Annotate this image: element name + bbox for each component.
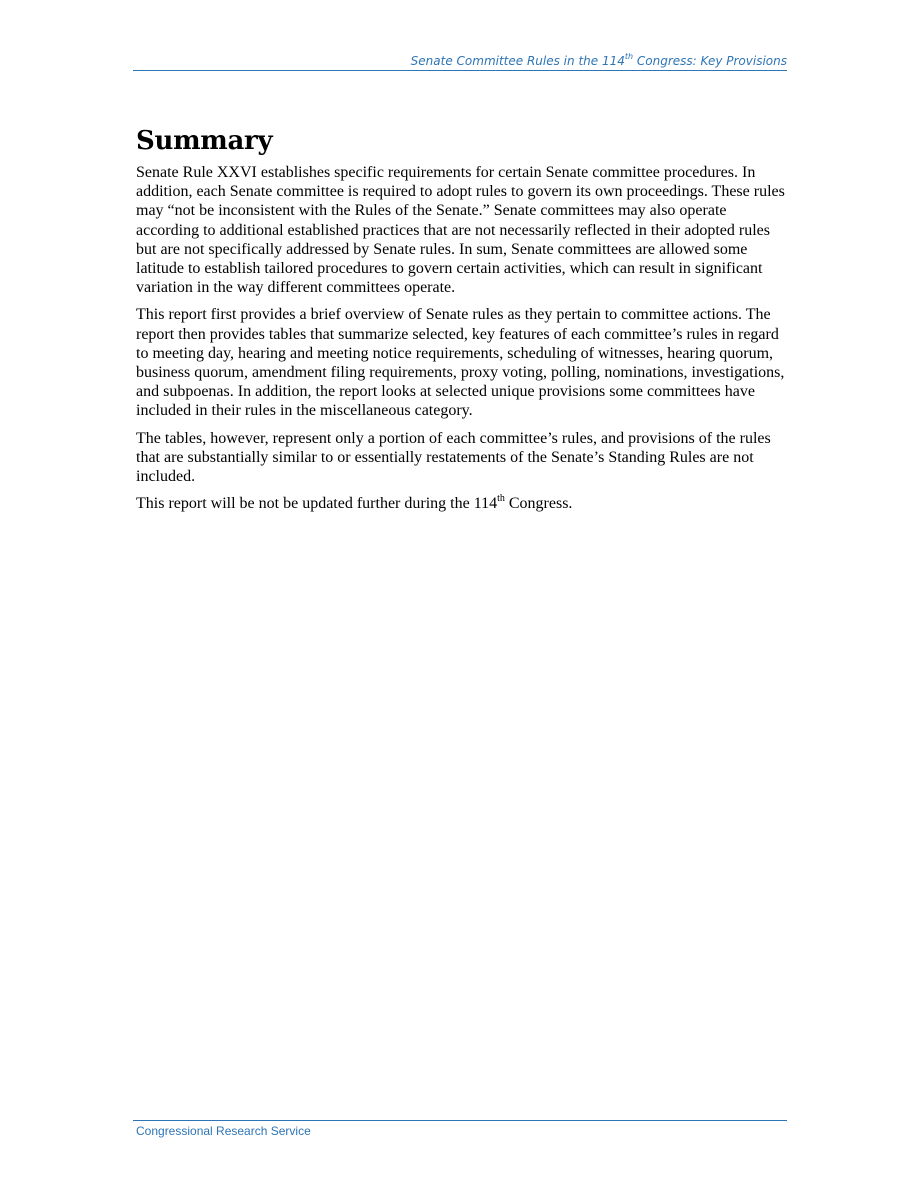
summary-paragraph: This report first provides a brief overview of Senate rules as they pertain to committee actions. The report then provides tables that summarize selected, key features of each committee’s rules in regard to meeting day, hearing and meeting notice requirements, scheduling of witnesses, hearing quorum, business quorum, amendment filing requirements, proxy voting, polling, nominations, investigations, and subpoenas. In addition, the report looks at selected unique provisions some committees have included in their rules in the miscellaneous category. (136, 306, 785, 420)
running-header (133, 53, 787, 71)
final-paragraph-superscript: th (497, 492, 505, 504)
header-title-prefix: Senate Committee Rules in the 114 (410, 54, 625, 68)
final-paragraph-suffix: Congress. (504, 495, 573, 513)
header-title-superscript: th (624, 52, 634, 61)
summary-final-paragraph (136, 494, 787, 513)
final-paragraph-prefix: This report will be not be updated further during the 114 (136, 495, 498, 513)
summary-paragraph: The tables, however, represent only a portion of each committee’s rules, and provisions of the rules that are substantially similar to or essentially restatements of the Senate’s Standing Rules are not included. (136, 429, 771, 486)
page-title: Summary (136, 126, 273, 156)
running-footer (133, 1120, 787, 1138)
summary-paragraph: Senate Rule XXVI establishes specific requirements for certain Senate committee procedures. In addition, each Senate committee is required to adopt rules to govern its own proceedings. These rules may “not be inconsistent with the Rules of the Senate.” Senate committees may also operate according to additional established practices that are not necessarily reflected in their adopted rules but are not specifically addressed by Senate rules. In sum, Senate committees are allowed some latitude to establish tailored procedures to govern certain activities, which can result in significant variation in the way different committees operate. (136, 164, 785, 297)
footer-label: Congressional Research Service (136, 1124, 311, 1138)
summary-section (136, 124, 787, 521)
header-title-suffix: Congress: Key Provisions (633, 54, 787, 68)
